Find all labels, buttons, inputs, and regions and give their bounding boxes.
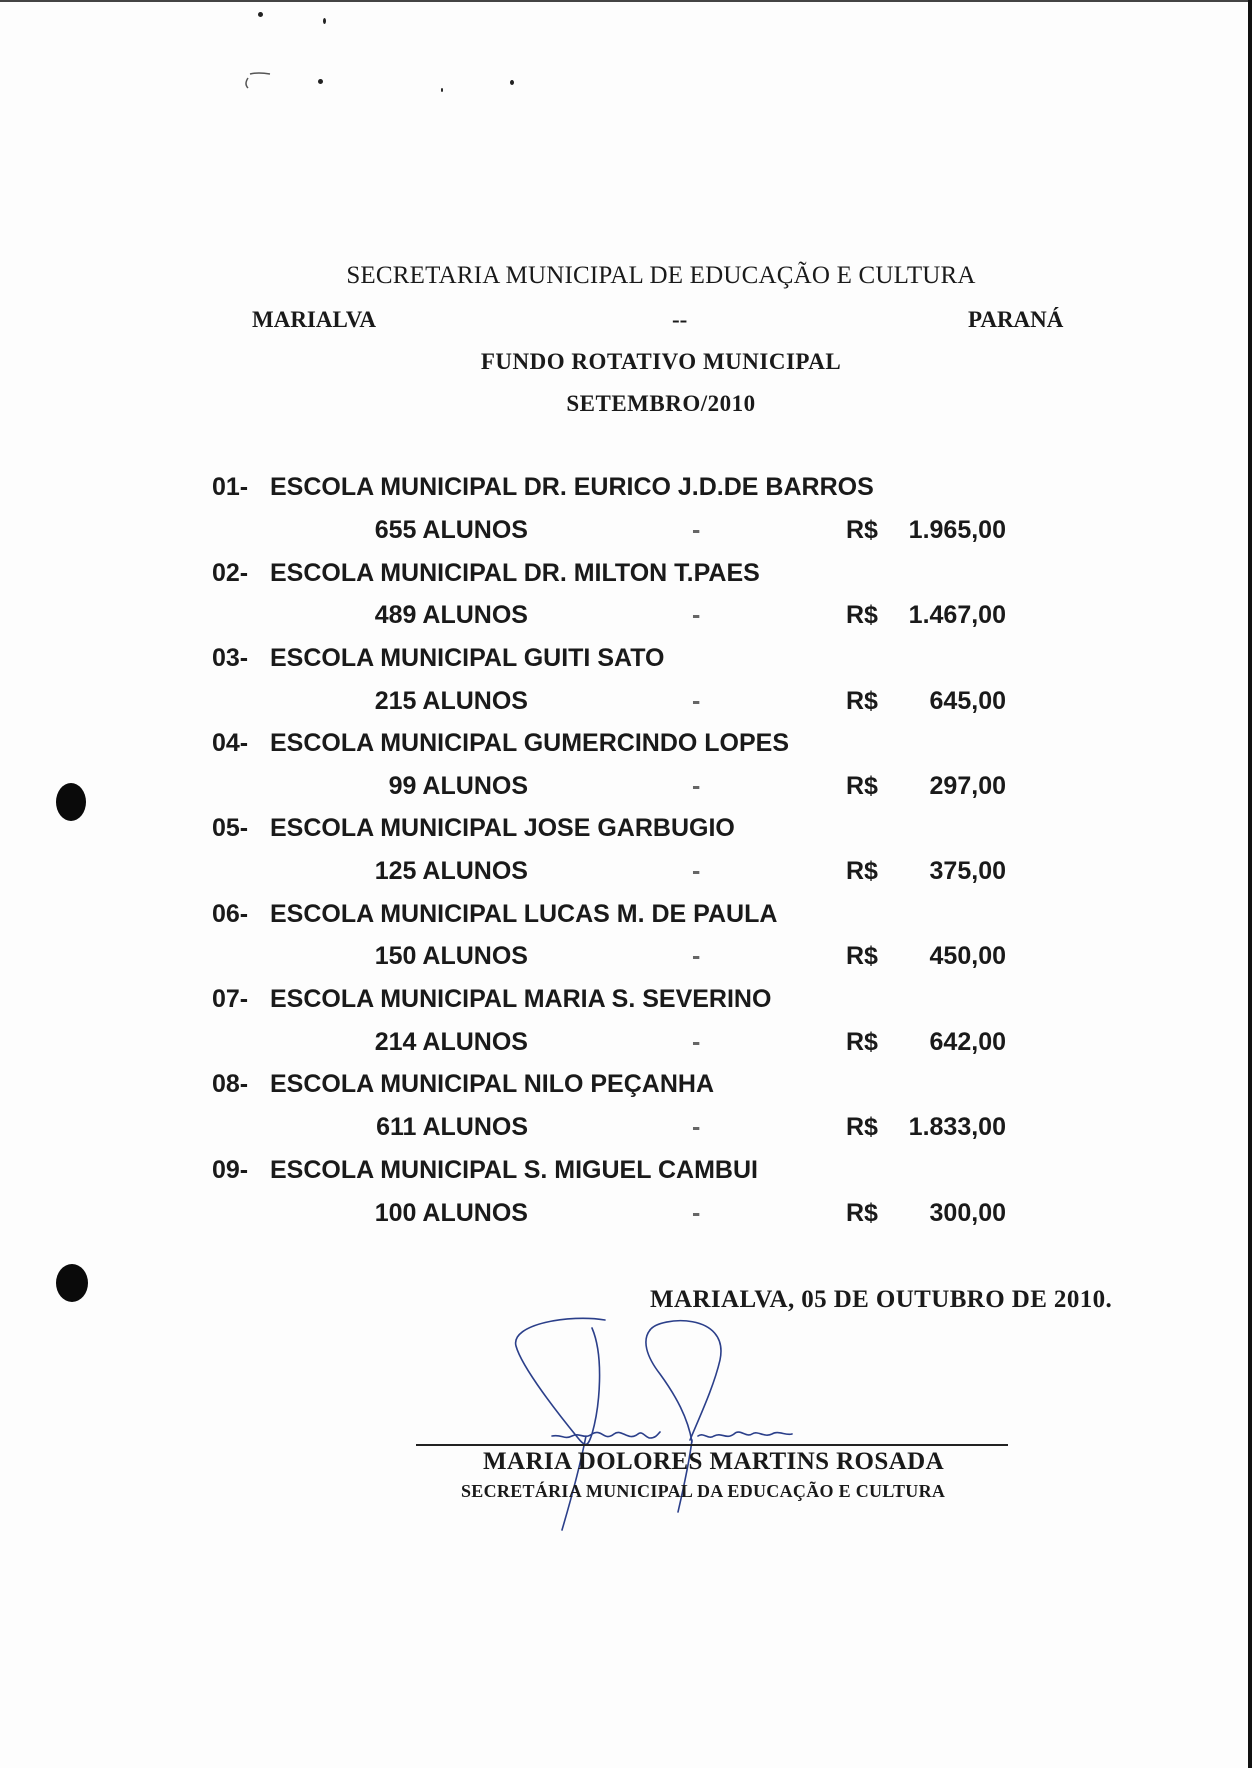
amount-value: 450,00 <box>929 942 1006 970</box>
scan-border-top <box>0 0 1252 2</box>
student-count: 655 ALUNOS <box>374 516 528 544</box>
amount-value: 1.965,00 <box>908 516 1006 544</box>
signatory-role: SECRETÁRIA MUNICIPAL DA EDUCAÇÃO E CULTURA <box>461 1481 946 1501</box>
state-label: PARANÁ <box>968 307 1064 332</box>
school-name: ESCOLA MUNICIPAL LUCAS M. DE PAULA <box>270 900 778 928</box>
period-title: SETEMBRO/2010 <box>566 391 756 416</box>
row-dash: - <box>692 1199 701 1227</box>
student-count: 99 ALUNOS <box>388 772 528 800</box>
currency-symbol: R$ <box>846 601 878 629</box>
student-count: 125 ALUNOS <box>374 857 528 885</box>
school-number: 07- <box>212 985 249 1013</box>
fund-title: FUNDO ROTATIVO MUNICIPAL <box>480 349 842 374</box>
student-count: 100 ALUNOS <box>374 1199 528 1227</box>
scan-speck <box>318 79 323 84</box>
scan-mark <box>242 70 272 92</box>
scan-speck <box>258 12 263 17</box>
row-dash: - <box>692 857 701 885</box>
school-name: ESCOLA MUNICIPAL DR. EURICO J.D.DE BARROS <box>270 473 874 501</box>
signature-line <box>416 1444 1008 1446</box>
punch-hole <box>56 1264 88 1302</box>
currency-symbol: R$ <box>846 1113 878 1141</box>
school-number: 03- <box>212 644 249 672</box>
row-dash: - <box>692 601 701 629</box>
student-count: 214 ALUNOS <box>374 1028 528 1056</box>
student-count: 150 ALUNOS <box>374 942 528 970</box>
school-name: ESCOLA MUNICIPAL JOSE GARBUGIO <box>270 814 735 842</box>
student-count: 215 ALUNOS <box>374 687 528 715</box>
row-dash: - <box>692 516 701 544</box>
school-name: ESCOLA MUNICIPAL MARIA S. SEVERINO <box>270 985 772 1013</box>
currency-symbol: R$ <box>846 516 878 544</box>
signatory-name: MARIA DOLORES MARTINS ROSADA <box>483 1448 945 1475</box>
school-number: 02- <box>212 559 249 587</box>
school-name: ESCOLA MUNICIPAL NILO PEÇANHA <box>270 1070 714 1098</box>
school-name: ESCOLA MUNICIPAL DR. MILTON T.PAES <box>270 559 760 587</box>
amount-value: 375,00 <box>929 857 1006 885</box>
currency-symbol: R$ <box>846 772 878 800</box>
amount-value: 297,00 <box>929 772 1006 800</box>
place-date: MARIALVA, 05 DE OUTUBRO DE 2010. <box>650 1286 1113 1313</box>
currency-symbol: R$ <box>846 857 878 885</box>
amount-value: 1.467,00 <box>908 601 1006 629</box>
student-count: 611 ALUNOS <box>376 1113 528 1141</box>
amount-value: 645,00 <box>929 687 1006 715</box>
scan-speck <box>510 80 514 85</box>
school-name: ESCOLA MUNICIPAL S. MIGUEL CAMBUI <box>270 1156 758 1184</box>
school-number: 06- <box>212 900 249 928</box>
row-dash: - <box>692 772 701 800</box>
school-number: 09- <box>212 1156 249 1184</box>
currency-symbol: R$ <box>846 1028 878 1056</box>
amount-value: 1.833,00 <box>908 1113 1006 1141</box>
student-count: 489 ALUNOS <box>374 601 528 629</box>
currency-symbol: R$ <box>846 687 878 715</box>
punch-hole <box>56 783 86 821</box>
scan-speck <box>441 88 443 92</box>
school-name: ESCOLA MUNICIPAL GUITI SATO <box>270 644 665 672</box>
row-dash: - <box>692 1028 701 1056</box>
amount-value: 300,00 <box>929 1199 1006 1227</box>
organization-title: SECRETARIA MUNICIPAL DE EDUCAÇÃO E CULTURA <box>346 262 976 289</box>
school-name: ESCOLA MUNICIPAL GUMERCINDO LOPES <box>270 729 790 757</box>
header-separator: -- <box>672 307 688 332</box>
amount-value: 642,00 <box>929 1028 1006 1056</box>
school-number: 04- <box>212 729 249 757</box>
school-number: 05- <box>212 814 249 842</box>
scan-speck <box>323 18 326 24</box>
currency-symbol: R$ <box>846 942 878 970</box>
row-dash: - <box>692 1113 701 1141</box>
row-dash: - <box>692 942 701 970</box>
handwritten-signature <box>500 1316 840 1538</box>
school-number: 01- <box>212 473 249 501</box>
row-dash: - <box>692 687 701 715</box>
currency-symbol: R$ <box>846 1199 878 1227</box>
city-label: MARIALVA <box>252 307 376 332</box>
school-number: 08- <box>212 1070 249 1098</box>
